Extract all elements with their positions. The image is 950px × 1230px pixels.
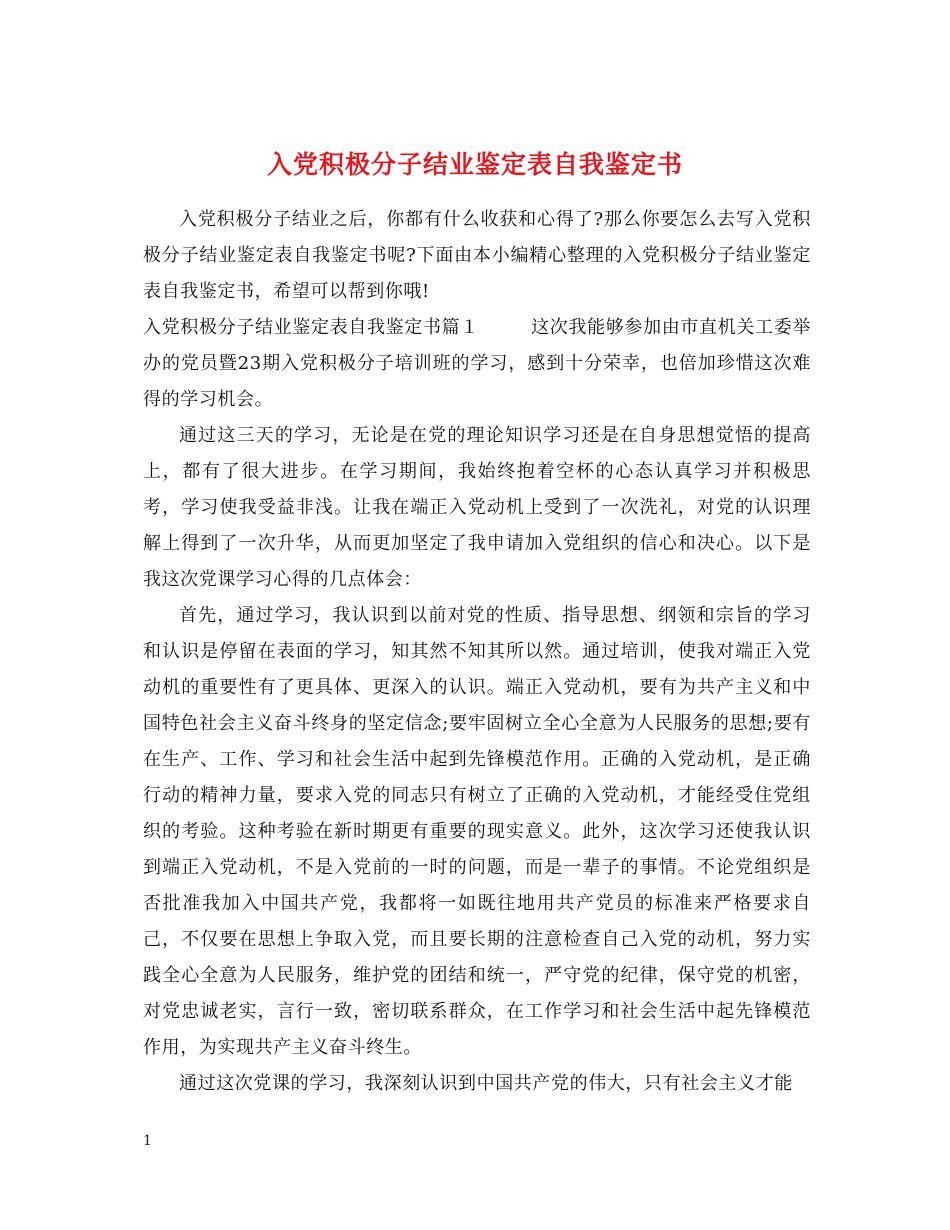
section-first-text: 这次我能够参加由市直机关工委举办的党员暨23期入党积极分子培训班的学习，感到十分荣幸，也倍加珍惜这次难得的学习机会。 [143,317,811,410]
document-body [143,202,811,1102]
document-title: 入党积极分子结业鉴定表自我鉴定书 [266,149,683,179]
page-number: 1 [143,1133,152,1149]
section-heading: 入党积极分子结业鉴定表自我鉴定书篇１ [143,317,479,338]
section-paragraph [143,310,811,418]
intro-paragraph: 入党积极分子结业之后，你都有什么收获和心得了?那么你要怎么去写入党积极分子结业鉴定表自我鉴定书呢?下面由本小编精心整理的入党积极分子结业鉴定表自我鉴定书，希望可以帮到你哦! [143,209,811,302]
body-paragraph-3: 通过这次党课的学习，我深刻认识到中国共产党的伟大，只有社会主义才能 [179,1073,793,1094]
body-paragraph-1: 通过这三天的学习，无论是在党的理论知识学习还是在自身思想觉悟的提高上，都有了很大进步。在学习期间，我始终抱着空杯的心态认真学习并积极思考，学习使我受益非浅。让我在端正入党动机上受到了一次洗礼，对党的认识理解上得到了一次升华，从而更加坚定了我申请加入党组织的信心和决心。以下是我这次党课学习心得的几点体会： [143,425,811,590]
body-paragraph-2: 首先，通过学习，我认识到以前对党的性质、指导思想、纲领和宗旨的学习和认识是停留在表面的学习，知其然不知其所以然。通过培训，使我对端正入党动机的重要性有了更具体、更深入的认识。端正入党动机，要有为共产主义和中国特色社会主义奋斗终身的坚定信念;要牢固树立全心全意为人民服务的思想;要有在生产、工作、学习和社会生活中起到先锋模范作用。正确的入党动机，是正确行动的精神力量，要求入党的同志只有树立了正确的入党动机，才能经受住党组织的考验。这种考验在新时期更有重要的现实意义。此外，这次学习还使我认识到端正入党动机，不是入党前的一时的问题，而是一辈子的事情。不论党组织是否批准我加入中国共产党，我都将一如既往地用共产党员的标准来严格要求自己，不仅要在思想上争取入党，而且要长期的注意检查自己入党的动机，努力实践全心全意为人民服务，维护党的团结和统一，严守党的纪律，保守党的机密，对党忠诚老实，言行一致，密切联系群众，在工作学习和社会生活中起先锋模范作用，为实现共产主义奋斗终生。 [143,605,811,1058]
